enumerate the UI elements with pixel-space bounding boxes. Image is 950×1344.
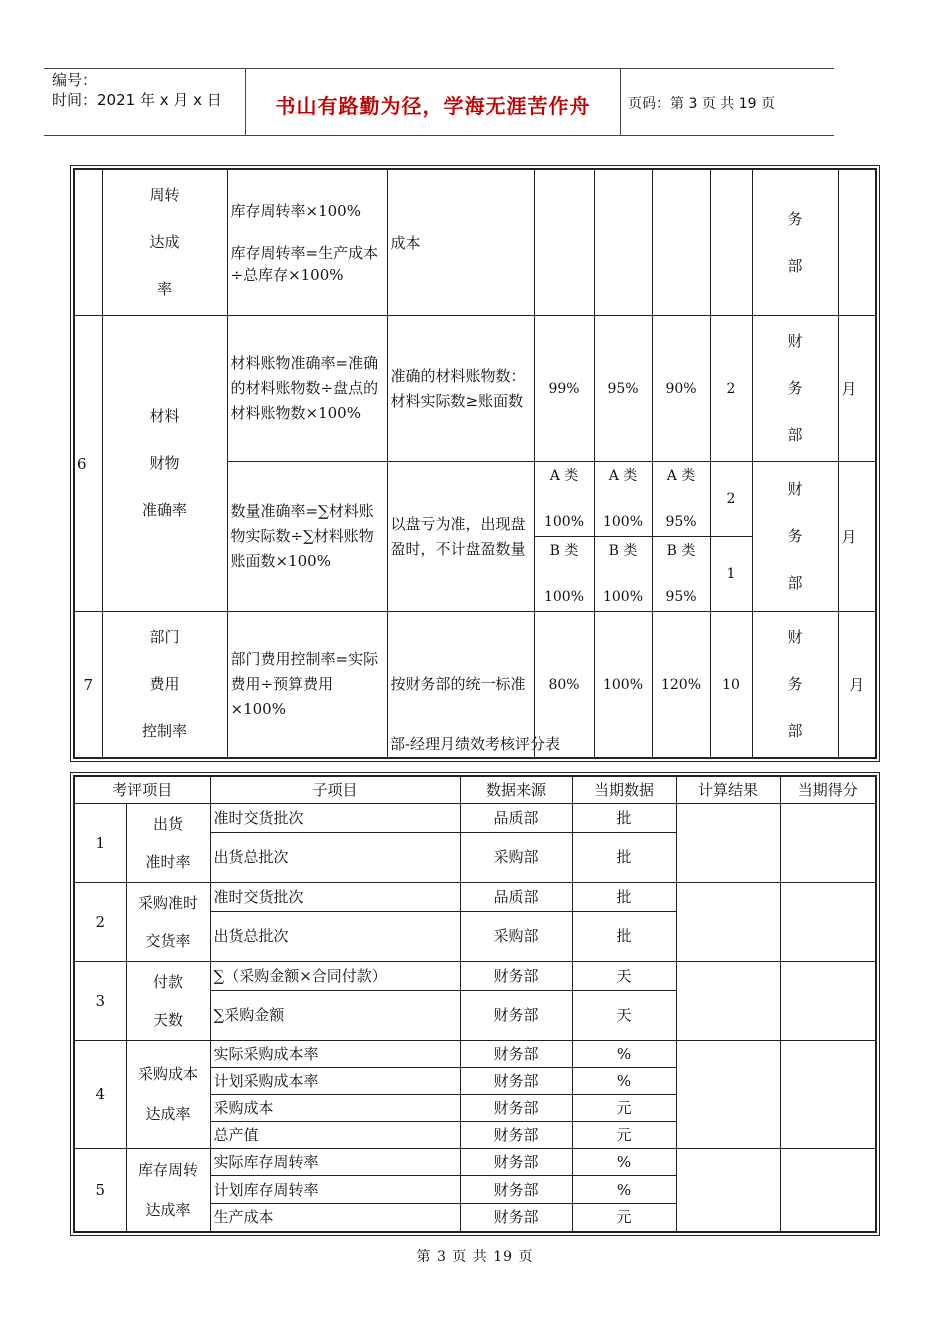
period-score[interactable] (780, 1040, 876, 1148)
data-source: 财务部 (460, 991, 572, 1040)
kpi-target-a2: A 类 100% (594, 462, 652, 537)
table-row (74, 882, 876, 912)
column-header: 子项目 (210, 776, 460, 803)
item-number: 1 (74, 803, 126, 882)
kpi-period: 月 (838, 612, 876, 759)
table-cell (74, 169, 102, 316)
table-cell (594, 169, 652, 316)
kpi-target-a3: A 类 95% (652, 462, 710, 537)
item-number: 5 (74, 1148, 126, 1232)
kpi-data-source: 按财务部的统一标准 (387, 612, 534, 759)
calc-result[interactable] (676, 1040, 780, 1148)
period-data: 批 (572, 912, 676, 961)
data-source: 采购部 (460, 912, 572, 961)
data-source: 财务部 (460, 1094, 572, 1121)
item-name-line: 采购准时 (138, 893, 199, 912)
period-data: 批 (572, 833, 676, 882)
item-name-line: 付款 (153, 972, 184, 991)
sub-item: 总产值 (210, 1121, 460, 1148)
kpi-target-b1: B 类 100% (534, 537, 594, 612)
kpi-target-b3: B 类 95% (652, 537, 710, 612)
sub-item: 实际库存周转率 (210, 1148, 460, 1176)
kpi-target-1: 99% (534, 316, 594, 462)
item-name (126, 1040, 210, 1148)
period-data: % (572, 1176, 676, 1204)
page-footer: 第 3 页 共 19 页 (416, 1249, 534, 1265)
kpi-table (73, 168, 877, 759)
data-source: 财务部 (460, 1204, 572, 1232)
column-header: 数据来源 (460, 776, 572, 803)
period-data: 元 (572, 1121, 676, 1148)
kpi-data-source: 成本 (387, 169, 534, 316)
column-header: 当期数据 (572, 776, 676, 803)
data-source: 财务部 (460, 1067, 572, 1094)
period-data: 天 (572, 991, 676, 1040)
column-header: 计算结果 (676, 776, 780, 803)
period-score[interactable] (780, 803, 876, 882)
kpi-number: 6 (74, 316, 102, 612)
kpi-formula: 数量准确率=∑材料账物实际数÷∑材料账物账面数×100% (227, 462, 387, 612)
document-number-label: 编号： (52, 71, 98, 89)
table-row (74, 1148, 876, 1176)
sub-item: ∑（采购金额×合同付款） (210, 961, 460, 991)
data-source: 财务部 (460, 1121, 572, 1148)
data-source: 财务部 (460, 1176, 572, 1204)
data-source: 品质部 (460, 803, 572, 833)
sub-item: 生产成本 (210, 1204, 460, 1232)
period-data: 批 (572, 882, 676, 912)
kpi-target-1: 80% (534, 612, 594, 759)
kpi-target-2: 95% (594, 316, 652, 462)
item-name (126, 882, 210, 961)
item-name (126, 803, 210, 882)
data-source: 采购部 (460, 833, 572, 882)
sub-item: 准时交货批次 (210, 803, 460, 833)
period-score[interactable] (780, 1148, 876, 1232)
item-number: 3 (74, 961, 126, 1040)
header-meta (52, 70, 222, 110)
kpi-data-source: 以盘亏为准，出现盘盈时，不计盘盈数量 (387, 462, 534, 612)
item-name-line: 准时率 (145, 852, 191, 871)
item-name (126, 961, 210, 1040)
kpi-dept: 财 务 部 (752, 462, 838, 612)
data-source: 财务部 (460, 961, 572, 991)
kpi-weight: 2 (710, 316, 752, 462)
kpi-weight: 2 (710, 462, 752, 537)
column-header: 考评项目 (74, 776, 210, 803)
kpi-item: 材料 财物 准确率 (102, 316, 227, 612)
kpi-data-source: 准确的材料账物数：材料实际数≥账面数 (387, 316, 534, 462)
column-header: 当期得分 (780, 776, 876, 803)
header-bottom-rule (44, 135, 834, 136)
period-data: % (572, 1040, 676, 1067)
calc-result[interactable] (676, 961, 780, 1040)
period-data: 元 (572, 1204, 676, 1232)
calc-result[interactable] (676, 1148, 780, 1232)
table-row (74, 316, 876, 462)
kpi-number: 7 (74, 612, 102, 759)
table-row (74, 961, 876, 991)
table-cell (710, 169, 752, 316)
table-cell (838, 169, 876, 316)
sub-item: 出货总批次 (210, 912, 460, 961)
item-number: 2 (74, 882, 126, 961)
document-date: 时间：2021 年 x 月 x 日 (52, 91, 222, 109)
sub-item: ∑采购金额 (210, 991, 460, 1040)
item-name-line: 达成率 (145, 1200, 191, 1219)
kpi-weight: 1 (710, 537, 752, 612)
data-source: 品质部 (460, 882, 572, 912)
kpi-dept: 财 务 部 (752, 612, 838, 759)
data-source: 财务部 (460, 1148, 572, 1176)
header-divider (620, 68, 621, 136)
period-score[interactable] (780, 961, 876, 1040)
header-page-number: 页码：第 3 页 共 19 页 (628, 96, 775, 112)
table-caption: 部-经理月绩效考核评分表 (389, 735, 561, 753)
kpi-target-2: 100% (594, 612, 652, 759)
table-cell (652, 169, 710, 316)
sub-item: 计划采购成本率 (210, 1067, 460, 1094)
table-row (74, 169, 876, 316)
item-name-line: 天数 (153, 1010, 184, 1029)
period-data: 天 (572, 961, 676, 991)
sub-item: 出货总批次 (210, 833, 460, 882)
calc-result[interactable] (676, 882, 780, 961)
calc-result[interactable] (676, 803, 780, 882)
score-table (73, 775, 877, 1233)
item-name-line: 出货 (153, 814, 184, 833)
item-name-line: 达成率 (145, 1105, 191, 1123)
kpi-dept: 财 务 部 (752, 316, 838, 462)
item-name-line: 交货率 (145, 931, 191, 950)
header-motto: 书山有路勤为径，学海无涯苦作舟 (275, 94, 591, 118)
period-data: % (572, 1067, 676, 1094)
period-data: 批 (572, 803, 676, 833)
kpi-formula: 部门费用控制率=实际费用÷预算费用×100% (227, 612, 387, 759)
table-row (74, 803, 876, 833)
sub-item: 计划库存周转率 (210, 1176, 460, 1204)
table-row (74, 1040, 876, 1067)
sub-item: 实际采购成本率 (210, 1040, 460, 1067)
kpi-formula: 材料账物准确率=准确的材料账物数÷盘点的材料账物数×100% (227, 316, 387, 462)
kpi-item: 周转 达成 率 (102, 169, 227, 316)
table-cell (534, 169, 594, 316)
kpi-weight: 10 (710, 612, 752, 759)
kpi-target-3: 120% (652, 612, 710, 759)
period-data: 元 (572, 1094, 676, 1121)
kpi-item: 部门 费用 控制率 (102, 612, 227, 759)
item-number: 4 (74, 1040, 126, 1148)
data-source: 财务部 (460, 1040, 572, 1067)
sub-item: 准时交货批次 (210, 882, 460, 912)
period-data: % (572, 1148, 676, 1176)
header-top-rule (44, 68, 834, 69)
kpi-dept: 务 部 (752, 169, 838, 316)
item-name (126, 1148, 210, 1232)
kpi-period: 月 (838, 462, 876, 612)
kpi-target-a1: A 类 100% (534, 462, 594, 537)
kpi-target-3: 90% (652, 316, 710, 462)
kpi-target-b2: B 类 100% (594, 537, 652, 612)
item-name-line: 采购成本 (138, 1065, 199, 1083)
period-score[interactable] (780, 882, 876, 961)
kpi-formula: 库存周转率×100% 库存周转率=生产成本÷总库存×100% (227, 169, 387, 316)
table-header-row (74, 776, 876, 803)
kpi-period: 月 (838, 316, 876, 462)
sub-item: 采购成本 (210, 1094, 460, 1121)
item-name-line: 库存周转 (138, 1160, 199, 1179)
